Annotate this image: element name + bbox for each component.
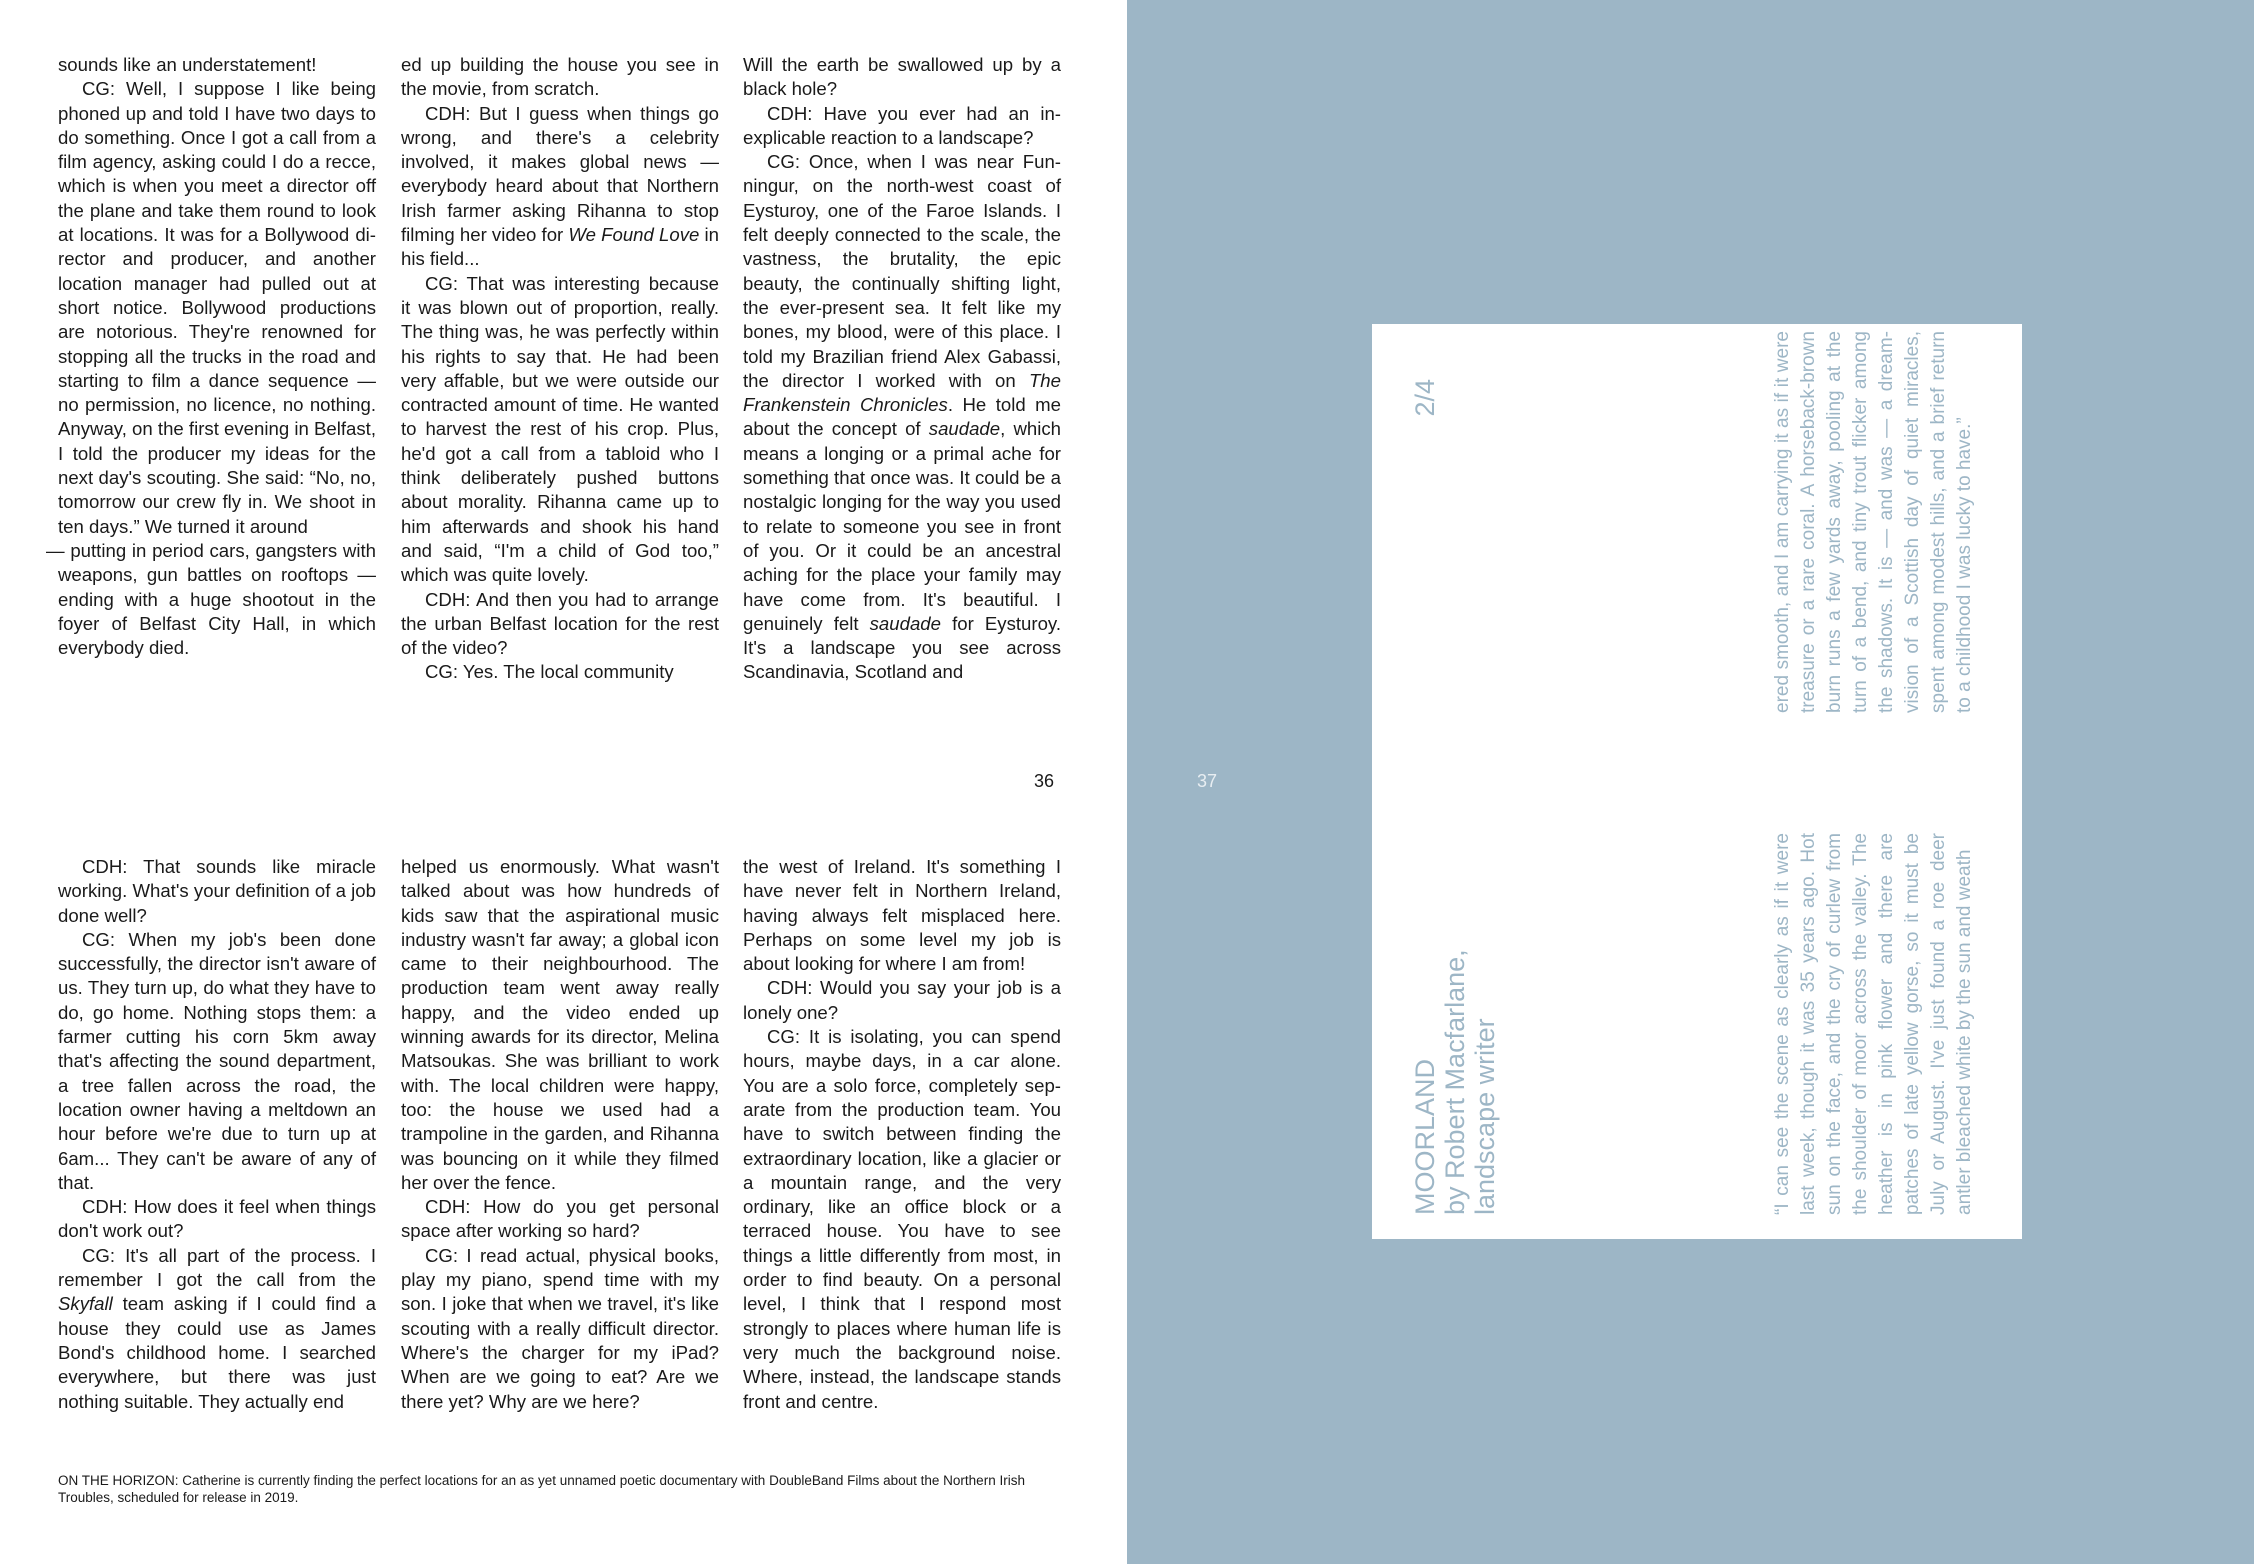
article-column-3-top [743,53,1061,685]
paragraph [743,150,1061,685]
paragraph: CG: Well, I suppose I like being phoned up and told I have two days to do something. Once I got a call from a film agency, asking could I do a recce, which is when you meet a director off the plane and take them round to look at locations. It was for a Bollywood director and producer, and another location manager had pulled out at short notice. Bollywood productions are notorious. They're renowned for stopping all the trucks in the road and starting to film a dance sequence — no permission, no licence, no nothing. Anyway, on the first evening in Belfast, I told the producer my ideas for the next day's scouting. She said: “No, no, tomorrow our crew fly in. We shoot in ten days.” We turned it around [58,78,376,537]
paragraph: CDH: That sounds like miracle working. What's your definition of a job done well? [58,856,376,926]
paragraph: CDH: Would you say your job is a lonely one? [743,977,1061,1023]
paragraph: CG: That was interesting because it was blown out of proportion, really. The thing was, he was perfectly within his rights to say that. He had been very affable, but we were outside our contracted amount of time. He wanted to harvest the rest of his crop. Plus, he'd got a call from a tabloid who I think deliberately pushed buttons about morality. Rihanna came up to him afterwards and shook his hand and said, “I'm a child of God too,” which was quite lovely. [401,272,719,586]
paragraph: CG: When my job's been done successfully, the director isn't aware of us. They turn up, do what they have to do, go home. Nothing stops them: a farmer cutting his corn 5km away that's affecting the sound department, a tree fallen across the road, the location owner having a meltdown an hour before we're due to turn up at 6am... They can't be aware of any of that. [58,928,376,1193]
card-byline-role: landscape writer [1470,1018,1500,1215]
paragraph: the west of Ireland. It's something I have never felt in Northern Ireland, having always felt misplaced here. Perhaps on some level my job is about looking for where I am from! [743,856,1061,975]
paragraph [58,1244,376,1414]
paragraph: CDH: How do you get personal space after working so hard? [401,1196,719,1242]
quote-column-1: “I can see the scene as clearly as if it were last week, though it was 35 years ago. Hot sun on the face, and the cry of curlew from the shoulder of moor across the valley. The heather is in pink flower and there are patches of late yellow gorse, so it must be July or August. I've just found a roe deer antler bleached white by the sun and weath [1772,833,1975,1215]
paragraph-text: — putting in period cars, gangsters with weapons, gun battles on rooftops — ending with a huge shootout in the foyer of Belfast City Hall, in which everybody died. [46,539,376,659]
paragraph-text: CDH: But I guess when things go wrong, and there's a celebrity involved, it makes global news — everybody heard about that Northern Irish farmer asking Rihanna to stop filming her video for [401,102,719,246]
paragraph: CDH: Have you ever had an inexplicable reaction to a landscape? [743,102,1061,148]
paragraph-text: . He told me about the concept of [743,394,1061,440]
paragraph-text: in his field... [401,224,719,270]
paragraph: CDH: And then you had to arrange the urban Belfast location for the rest of the video? [401,588,719,659]
paragraph-text: , which means a longing or a primal ache for something that once was. It could be a nostalgic longing for the way you used to relate to someone you see in front of you. Or it could be an ancestral aching for the place your family may have come from. It's beautiful. I genuinely felt [743,418,1062,634]
article-column-3-bottom [743,855,1061,1414]
article-column-1-bottom [58,855,376,1414]
paragraph [46,539,376,660]
anecdote-card [1372,324,2022,1239]
paragraph: CG: Yes. The local community [425,661,674,683]
article-column-1-top [46,53,376,660]
quote-column-2: ered smooth, and I am carrying it as if it were treasure or a rare coral. A horseback-brown burn runs a few yards away, pooling at the turn of a bend, and tiny trout flicker among the shadows. It is — and was — a dream-vision of a Scottish day of quiet miracles, spent among modest hills, and a brief return to a childhood I was lucky to have.” [1772,331,1975,713]
paragraph-text: team asking if I could find a house they could use as James Bond's childhood home. I searched everywhere, but there was just nothing suitable. They actually end [58,1293,376,1412]
footnote: ON THE HORIZON: Catherine is currently finding the perfect locations for an as yet unnamed poetic documentary with DoubleBand Films about the Northern Irish Troubles, scheduled for release in 2019. [58,1473,1025,1505]
paragraph-text: CG: It's all part of the process. I remember I got the call from the [58,1244,376,1291]
paragraph: Will the earth be swallowed up by a black hole? [743,54,1061,100]
card-sequence-number: 2/4 [1410,379,1440,417]
term-saudade: saudade [928,418,1001,440]
term-saudade: saudade [869,612,941,634]
page-number: 36 [1034,771,1055,791]
page-number: 37 [1197,771,1218,791]
paragraph: helped us enormously. What wasn't talked about was how hundreds of kids saw that the aspirational music industry wasn't far away; a global icon came to their neighbourhood. The production team went away really happy, and the video ended up winning awards for its director, Melina Matsoukas. She was brilliant to work with. The local children were happy, too: the house we used had a trampoline in the garden, and Rihanna was bouncing on it while they filmed her over the fence. [401,856,719,1193]
series-title: The Frankenstein Chronicles [743,369,1061,416]
card-heading: MOORLAND [1410,1058,1440,1215]
film-title: Skyfall [58,1293,113,1315]
paragraph: CDH: How does it feel when things don't work out? [58,1196,376,1242]
article-column-2-bottom [401,855,719,1414]
paragraph-text: CG: Once, when I was near Funningur, on the north-west coast of Eysturoy, one of the Faroe Islands. I felt deeply connected to the scale, the vastness, the brutality, the epic beauty, the continually shifting light, the ever-present sea. It felt like my bones, my blood, were of this place. I told my Brazilian friend Alex Gabassi, the director I worked with on [743,151,1061,391]
paragraph: CG: I read actual, physical books, play my piano, spend time with my son. I joke that when we travel, it's like scouting with a really difficult director. Where's the charger for my iPad? When are we going to eat? Are we there yet? Why are we here? [401,1244,719,1412]
card-content-rotated [1372,324,2022,1239]
paragraph: CG: It is isolating, you can spend hours, maybe days, in a car alone. You are a solo force, completely separate from the production team. You have to switch between finding the extraordinary location, like a glacier or a mountain range, and the very ordinary, like an office block or a terraced house. You have to see things a little differently from most, in order to find beauty. On a personal level, I think that I respond most strongly to places where human life is very much the background noise. Where, instead, the landscape stands front and centre. [743,1026,1061,1412]
article-column-2-top [401,53,719,685]
paragraph [401,102,719,272]
paragraph-text: for Eysturoy. It's a landscape you see across Scandinavia, Scotland and [743,612,1061,683]
card-title [1410,949,1500,1215]
paragraph: ed up building the house you see in the movie, from scratch. [401,54,719,100]
song-title: We Found Love [568,224,700,246]
paragraph: sounds like an understatement! [58,54,317,75]
card-byline: by Robert Macfarlane, [1440,949,1470,1215]
